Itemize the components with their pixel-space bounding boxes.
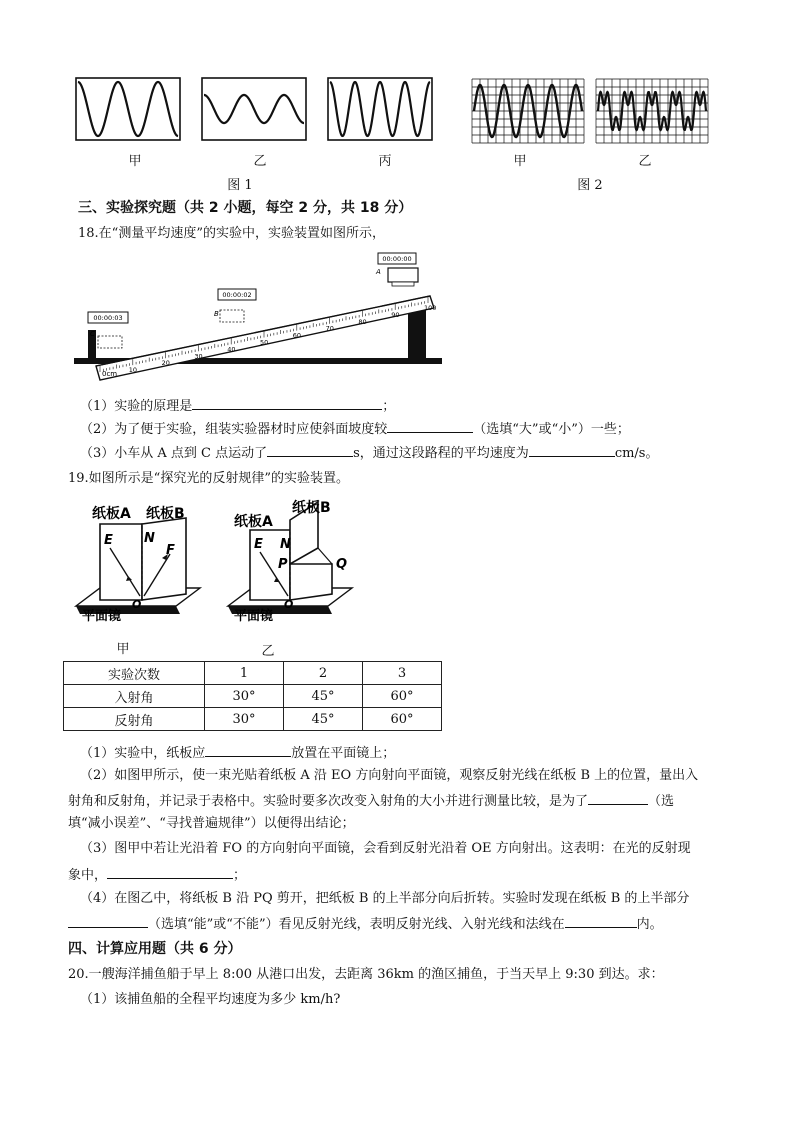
waveform-yi (202, 78, 306, 140)
fig2-caption: 图 2 (577, 178, 603, 193)
label-n: N (280, 537, 291, 552)
table-row (64, 708, 442, 731)
ruler-tick-label: 50 (260, 338, 269, 347)
fig2-label-yi: 乙 (638, 154, 652, 169)
board-a-label: 纸板A (92, 506, 131, 522)
mirror-label: 平面镜 (82, 609, 122, 624)
ruler-tick-label: 80 (358, 317, 367, 326)
table-header-cell: 实验次数 (64, 662, 205, 685)
fig2-label-jia: 甲 (513, 154, 527, 169)
ruler-tick-label: 90 (391, 310, 400, 319)
oscilloscope-yi (596, 79, 708, 143)
fig-yi-caption: 乙 (261, 644, 275, 659)
label-e: E (104, 533, 113, 548)
table-cell: 反射角 (64, 708, 205, 731)
label-o: O (132, 598, 142, 611)
answer-blank[interactable] (68, 914, 148, 928)
q19-part-1: （1）实验中，纸板应 放置在平面镜上； (80, 743, 395, 763)
q20-part-1: （1）该捕鱼船的全程平均速度为多少 km/h? (80, 992, 341, 1007)
q19-part-4-line-2: （选填“能”或“不能”）看见反射光线，表明反射光线、入射光线和法线在 内。 (68, 914, 663, 934)
fig1-label-bing: 丙 (378, 154, 392, 169)
q19-stem: 19.如图所示是“探究光的反射规律”的实验装置。 (68, 471, 349, 486)
q19-part-2-line-2: 射角和反射角，并记录于表格中。实验时要多次改变入射角的大小并进行测量比较，是为了 （选 (68, 791, 674, 811)
ruler-tick-label: 20 (161, 359, 170, 368)
ruler-tick-label: 10 (128, 366, 138, 375)
section-3-heading: 三、实验探究题（共 2 小题，每空 2 分，共 18 分） (78, 200, 413, 216)
label-o: O (284, 598, 294, 611)
board-b-label: 纸板B (146, 506, 185, 522)
point-c-label: C (90, 330, 95, 338)
q20-stem: 20.一艘海洋捕鱼船于早上 8:00 从港口出发，去距离 36km 的渔区捕鱼，于当天早上 9:30 到达。求： (68, 967, 664, 982)
label-e: E (254, 537, 263, 552)
table-header-cell: 1 (205, 662, 284, 685)
answer-blank[interactable] (529, 443, 615, 457)
ruler-tick-label: 100 (424, 304, 437, 312)
section-4-heading: 四、计算应用题（共 6 分） (68, 941, 242, 957)
q19-part-3-line-1: （3）图甲中若让光沿着 FO 的方向射向平面镜，会看到反射光沿着 OE 方向射出。这表明：在光的反射现 (80, 841, 691, 856)
fig-jia-caption: 甲 (116, 642, 130, 657)
timer-b (214, 289, 256, 322)
q18-part-3: （3）小车从 A 点到 C 点运动了 s，通过这段路程的平均速度为 cm/s。 (80, 443, 658, 463)
table-header-cell: 3 (363, 662, 442, 685)
q18-part-2: （2）为了便于实验，组装实验器材时应使斜面坡度较 （选填“大”或“小”）一些； (80, 419, 630, 439)
q19-part-4-line-1: （4）在图乙中，将纸板 B 沿 PQ 剪开，把纸板 B 的上半部分向后折转。实验时发现在纸板 B 的上半部分 (80, 891, 690, 906)
reflection-apparatus-yi (214, 496, 364, 636)
timer-b-text: 00:00:02 (222, 291, 252, 299)
q19-part-2-line-3: 填“减小误差”、“寻找普遍规律”）以便得出结论； (68, 816, 355, 831)
figure-1-waveforms (70, 74, 450, 146)
ruler-unit: 0cm (102, 370, 118, 378)
reflection-apparatus-jia (62, 496, 212, 636)
support-block (408, 310, 426, 360)
angle-data-table (63, 661, 442, 731)
answer-blank[interactable] (588, 791, 648, 805)
mirror-label: 平面镜 (234, 609, 274, 624)
timer-c-text: 00:00:03 (93, 314, 123, 322)
board-b-label: 纸板B (292, 500, 331, 516)
timer-a-text: 00:00:00 (382, 255, 412, 263)
table-cell: 30° (205, 708, 284, 731)
fig1-label-yi: 乙 (253, 154, 267, 169)
answer-blank[interactable] (565, 914, 637, 928)
ruler-tick-label: 70 (325, 324, 334, 333)
point-a-label: A (376, 268, 381, 276)
ruler-tick-label: 60 (292, 331, 302, 340)
waveform-bing (328, 78, 432, 140)
table-header-cell: 2 (284, 662, 363, 685)
table-cell: 45° (284, 685, 363, 708)
cart-at-a (375, 268, 418, 286)
table-cell: 45° (284, 708, 363, 731)
answer-blank[interactable] (267, 443, 353, 457)
label-n: N (144, 531, 155, 546)
q18-part-1: （1）实验的原理是 ； (80, 396, 395, 416)
table-cell: 60° (363, 708, 442, 731)
table-row (64, 685, 442, 708)
answer-blank[interactable] (192, 396, 382, 410)
fig1-label-jia: 甲 (128, 154, 142, 169)
q18-stem: 18.在“测量平均速度”的实验中，实验装置如图所示， (78, 226, 385, 241)
answer-blank[interactable] (107, 865, 233, 879)
answer-blank[interactable] (387, 419, 473, 433)
timer-a (378, 253, 416, 264)
table-header-row (64, 662, 442, 685)
waveform-jia (76, 78, 180, 140)
board-a-label: 纸板A (234, 514, 273, 530)
answer-blank[interactable] (205, 743, 291, 757)
ruler-tick-label: 30 (194, 352, 203, 361)
table-cell: 入射角 (64, 685, 205, 708)
point-b-label: B (214, 310, 219, 318)
label-f: F (166, 543, 175, 558)
figure-2-oscilloscope (470, 76, 720, 146)
table-cell: 60° (363, 685, 442, 708)
label-p: P (278, 557, 288, 572)
ruler-tick-label: 40 (227, 345, 236, 354)
fig1-caption: 图 1 (227, 178, 253, 193)
incline-apparatus-figure (70, 248, 450, 388)
label-q: Q (336, 557, 348, 572)
q19-part-3-line-2: 象中， ； (68, 865, 246, 885)
q19-part-2-line-1: （2）如图甲所示，使一束光贴着纸板 A 沿 EO 方向射向平面镜，观察反射光线在纸板 B 上的位置，量出入 (80, 768, 699, 783)
table-cell: 30° (205, 685, 284, 708)
oscilloscope-jia (472, 79, 584, 143)
